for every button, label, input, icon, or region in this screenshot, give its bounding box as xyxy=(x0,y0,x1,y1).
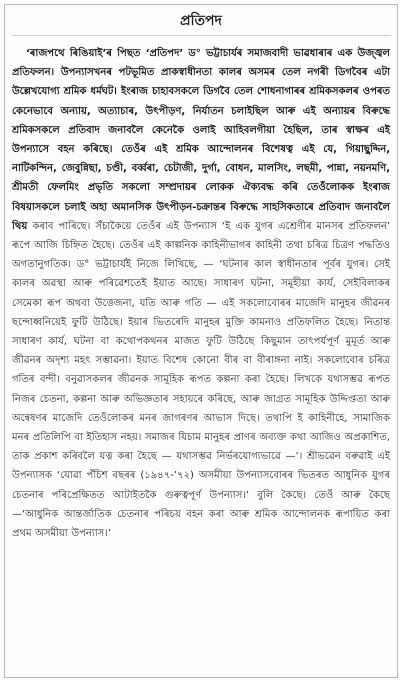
document-body xyxy=(12,44,390,543)
page-title: প্ৰতিপদ xyxy=(180,13,222,29)
body-paragraph xyxy=(12,44,390,543)
document-page xyxy=(4,4,398,678)
bold-text-block: ‘ৰাজপথে ৰিঙিয়াই’ৰ পিছত ‘প্ৰতিপদ’ ড° ভট্টাচাৰ্যৰ সমাজবাদী ভাৱধাৰাৰ এক উজ্জ্বল প্ৰতিফলন। উপন্যাসখনৰ পটভূমিত প্ৰাকস্বাধীনতা কালৰ অসমৰ তেল নগৰী ডিগবৈৰ এটা উল্লেখযোগ্য শ্ৰমিক ধৰ্মঘট। ইংৰাজ চাহাবসকলে ডিগবৈ তেল শোধনাগাৰৰ শ্ৰমিকসকলৰ ওপৰত কেনেভাবে অন্যায়, অত্যাচাৰ, উৎপীড়ণ, নিৰ্যাতন চলাইছিল আৰু এই অন্যায়ৰ বিৰুদ্ধে শ্ৰমিকসকলে প্ৰতিবাদ জনাবলৈ কেনেকৈ ওলাই আহিবলগীয়া হৈছিল, তাৰ স্বাক্ষৰ এই উপন্যাসে বহন কৰিছে। তেওঁৰ এই শ্ৰমিক আন্দোলনৰ বিশেষত্ব এই যে, গিয়াছুদ্দিন, নাটিকন্দিন, জেবুন্নিছা, চণ্ডী, বৰ্ব্বৰা, চেটাজী, দুৰ্গা, বোধন, মালসিং, লছমী, পান্না, নয়নমণি, শ্ৰীমতী ফেলমিং প্ৰভৃতি সকলো সম্প্ৰদায়ৰ লোকক ঐক্যবদ্ধ কৰি তেওঁলোকক ইংৰাজ বিষয়াসকলে চলাই অহা অমানসিক উৎপীড়ন-চক্ৰান্তৰ বিৰুদ্ধে সাহসিকতাৰে প্ৰতিবাদ জনাবলৈ থিয় xyxy=(12,48,390,232)
title-divider xyxy=(11,35,391,36)
regular-text-block: কৰাব পাৰিছে। সঁচাকৈয়ে তেওঁৰ এই উপন্যাস ‘ই এক যুগৰ এশ্ৰেণীৰ মানসৰ প্ৰতিফলন’ ৰূপে আজি চিহ্নিত হৈছে। তেওঁৰ এই কাল্পনিক কাহিনীভাগৰ কাহিনী তথা চৰিত্ৰ চিত্ৰণ পদ্ধতিও অগতানুগতিক। ড° ভট্টাচাৰ্যই নিজে লিখিছে, — ‘ঘটনাৰ কাল স্বাধীনতাৰ পূৰ্বৰ যুগৰ। সেই কালৰ অৱস্থা আৰু পৰিৱেশতেই ইয়াত আছে। সাধাৰণ ঘটনা, সমূহীয়া কাৰ্য, সেইবিলাকৰ সেমেকা ৰূপ অথবা উত্তেজনা, যতি আৰু গতি — এই সকলোবোৰৰ মাজেদি মানুহৰ জীৱনৰ ছন্দোধ্বনিয়েই ফুটি উঠিছে। ইয়াৰ ভিতৰেদি মানুহৰ মুক্তি কামনাও প্ৰতিফলিত হৈছে। নিতান্ত সাধাৰণ কাৰ্য, ঘটনা বা কথোপকথনৰ মাজত ফুটি উঠিছে কিছুমান তাৎপৰ্যপূৰ্ণ মুমূৰ্ত আৰু জীৱনৰ অদৃশ্য মহৎ সম্ভাৱনা। ইয়াত বিশেষ কোনো বীৰ বা বীৰাঙ্গনা নাই। সকলোবোৰ চৰিত্ৰ গতিৰ বন্দী। বনুৱাসকলৰ জীৱনক সামূহিক ৰূপত কল্পনা কৰা হৈছে। লিখকে যথাসম্ভৱ ৰূপত নিজৰ চেতনা, কল্পনা আৰু অভিজ্ঞতাৰ সহায়ৰে কৰিছে, আৰু জাগ্ৰত সামূহিক উদ্দিপ্ততা আৰু অন্বেষণৰ মাজেদি তেওঁলোকৰ মনৰ জাগৰণৰ আভাস দিছে। তথাপি ই কাহিনীহে, সামাজিক মনৰ প্ৰতিলিপি বা ইতিহাস নহয়। সমাজৰ যিচাম মানুহৰ প্ৰাণৰ অব্যক্ত কথা আজিও অপ্ৰকাশিত, তাক প্ৰকাশ কৰিবলৈ যত্ন কৰা হৈছে — যথাসম্ভৱ নিৰ্ভৰযোগ্যভাৱে —’। শ্ৰীভৱেন বৰুৱাই এই উপন্যাসক ‘যোৱা পঁচিশ বছৰৰ (১৯৪৭-’৭২) অসমীয়া উপন্যাসবোৰৰ ভিতৰত আধুনিক যুগৰ চেতনাৰ পৰিপ্ৰেক্ষিতত আটাইতকৈ গুৰুত্বপূৰ্ণ উপন্যাস।’ বুলি কৈছে। তেওঁ আৰু কৈছে —‘আধুনিক আন্তৰ্জাতিক চেতনাৰ পৰিচয় বহন কৰা আৰু শ্ৰমিক আন্দোলনক ৰূপায়িত কৰা প্ৰথম অসমীয়া উপন্যাস।’ xyxy=(12,220,391,540)
